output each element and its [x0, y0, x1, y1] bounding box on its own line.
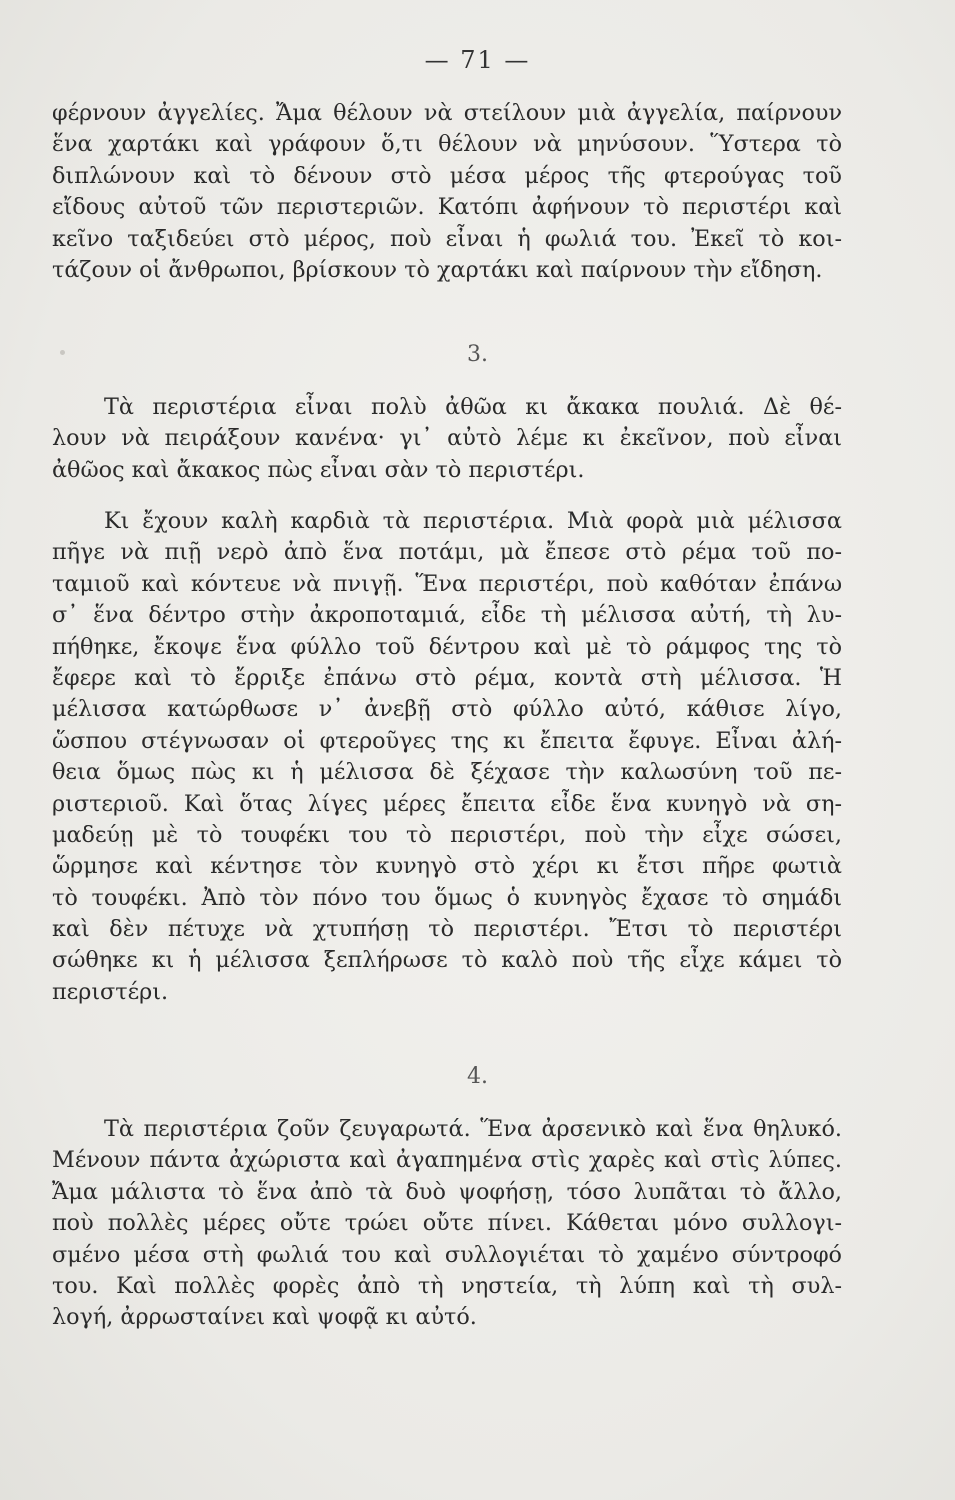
paragraph-innocence [52, 392, 842, 486]
text-line: ἕνα χαρτάκι καὶ γράφουν ὅ,τι θέλουν νὰ μηνύσουν. Ὕστερα τὸ [52, 131, 842, 158]
text-line: ποὺ πολλὲς μέρες οὔτε τρώει οὔτε πίνει. Κάθεται μόνο συλλογι- [52, 1210, 842, 1237]
text-line: θεια ὅμως πὼς κι ἡ μέλισσα δὲ ξέχασε τὴν καλωσύνη τοῦ πε- [52, 759, 842, 786]
text-line: ὥσπου στέγνωσαν οἱ φτεροῦγες της κι ἔπειτα ἔφυγε. Εἶναι ἀλή- [52, 727, 842, 754]
text-line: σώθηκε κι ἡ μέλισσα ξεπλήρωσε τὸ καλὸ ποὺ τῆς εἶχε κάμει τὸ [52, 947, 842, 974]
text-line: Τὰ περιστέρια εἶναι πολὺ ἀθῶα κι ἄκακα πουλιά. Δὲ θέ- [104, 394, 842, 420]
section-number-3: 3. [467, 342, 488, 367]
text-line: κεῖνο ταξιδεύει στὸ μέρος, ποὺ εἶναι ἡ φωλιά του. Ἐκεῖ τὸ κοι- [52, 225, 842, 252]
text-line: περιστέρι. [52, 978, 169, 1005]
text-line: σμένο μέσα στὴ φωλιά του καὶ συλλογιέται τὸ χαμένο σύντροφό [52, 1241, 842, 1268]
section-number-4: 4. [467, 1064, 488, 1089]
text-line: σ᾽ ἕνα δέντρο στὴν ἀκροποταμιά, εἶδε τὴ μέλισσα αὐτή, τὴ λυ- [52, 602, 842, 629]
text-line: πήθηκε, ἔκοψε ἕνα φύλλο τοῦ δέντρου καὶ μὲ τὸ ράμφος της τὸ [52, 633, 842, 660]
text-line: του. Καὶ πολλὲς φορὲς ἀπὸ τὴ νηστεία, τὴ λύπη καὶ τὴ συλ- [52, 1272, 842, 1299]
text-line: καὶ δὲν πέτυχε νὰ χτυπήσῃ τὸ περιστέρι. Ἔτσι τὸ περιστέρι [52, 916, 842, 943]
text-line: Κι ἔχουν καλὴ καρδιὰ τὰ περιστέρια. Μιὰ φορὰ μιὰ μέλισσα [104, 508, 842, 534]
paragraph-pairs [52, 1114, 842, 1334]
text-line: φέρνουν ἀγγελίες. Ἄμα θέλουν νὰ στείλουν μιὰ ἀγγελία, παίρνουν [52, 100, 842, 126]
text-line: ἀθῶος καὶ ἄκακος πὼς εἶναι σὰν τὸ περιστέρι. [52, 456, 585, 483]
text-line: λουν νὰ πειράξουν κανένα· γι᾽ αὐτὸ λέμε κι ἐκεῖνον, ποὺ εἶναι [52, 425, 842, 452]
text-line: ἔφερε καὶ τὸ ἔρριξε ἐπάνω στὸ ρέμα, κοντὰ στὴ μέλισσα. Ἡ [52, 664, 842, 691]
text-line: μαδεύῃ μὲ τὸ τουφέκι του τὸ περιστέρι, ποὺ τὴν εἶχε σώσει, [52, 821, 842, 848]
text-line: τάζουν οἱ ἄνθρωποι, βρίσκουν τὸ χαρτάκι καὶ παίρνουν τὴν εἴδηση. [52, 256, 823, 283]
text-line: Τὰ περιστέρια ζοῦν ζευγαρωτά. Ἕνα ἀρσενικὸ καὶ ἕνα θηλυκό. [104, 1116, 842, 1142]
paragraph-continuation [52, 98, 842, 286]
page-number: — 71 — [424, 46, 531, 74]
text-line: ὥρμησε καὶ κέντησε τὸν κυνηγὸ στὸ χέρι κι ἔτσι πῆρε φωτιὰ [52, 853, 842, 880]
paragraph-dove-and-bee [52, 506, 842, 1008]
text-line: Ἄμα μάλιστα τὸ ἕνα ἀπὸ τὰ δυὸ ψοφήσῃ, τόσο λυπᾶται τὸ ἄλλο, [52, 1178, 842, 1205]
text-line: ταμιοῦ καὶ κόντευε νὰ πνιγῇ. Ἕνα περιστέρι, ποὺ καθόταν ἐπάνω [52, 570, 842, 597]
text-line: ριστεριοῦ. Καὶ ὅτας λίγες μέρες ἔπειτα εἶδε ἕνα κυνηγὸ νὰ ση- [52, 790, 842, 817]
text-line: πῆγε νὰ πιῇ νερὸ ἀπὸ ἕνα ποτάμι, μὰ ἔπεσε στὸ ρέμα τοῦ πο- [52, 539, 842, 566]
text-line: εἴδους αὐτοῦ τῶν περιστεριῶν. Κατόπι ἀφήνουν τὸ περιστέρι καὶ [52, 194, 842, 221]
text-line: τὸ τουφέκι. Ἀπὸ τὸν πόνο του ὅμως ὁ κυνηγὸς ἔχασε τὸ σημάδι [52, 884, 842, 911]
text-line: μέλισσα κατώρθωσε ν᾽ ἀνεβῇ στὸ φύλλο αὐτό, κάθισε λίγο, [52, 696, 842, 723]
text-line: Μένουν πάντα ἀχώριστα καὶ ἀγαπημένα στὶς χαρὲς καὶ στὶς λύπες. [52, 1147, 842, 1174]
text-line: διπλώνουν καὶ τὸ δένουν στὸ μέσα μέρος τῆς φτερούγας τοῦ [52, 162, 842, 189]
text-line: λογή, ἀρρωσταίνει καὶ ψοφᾷ κι αὐτό. [52, 1304, 477, 1331]
